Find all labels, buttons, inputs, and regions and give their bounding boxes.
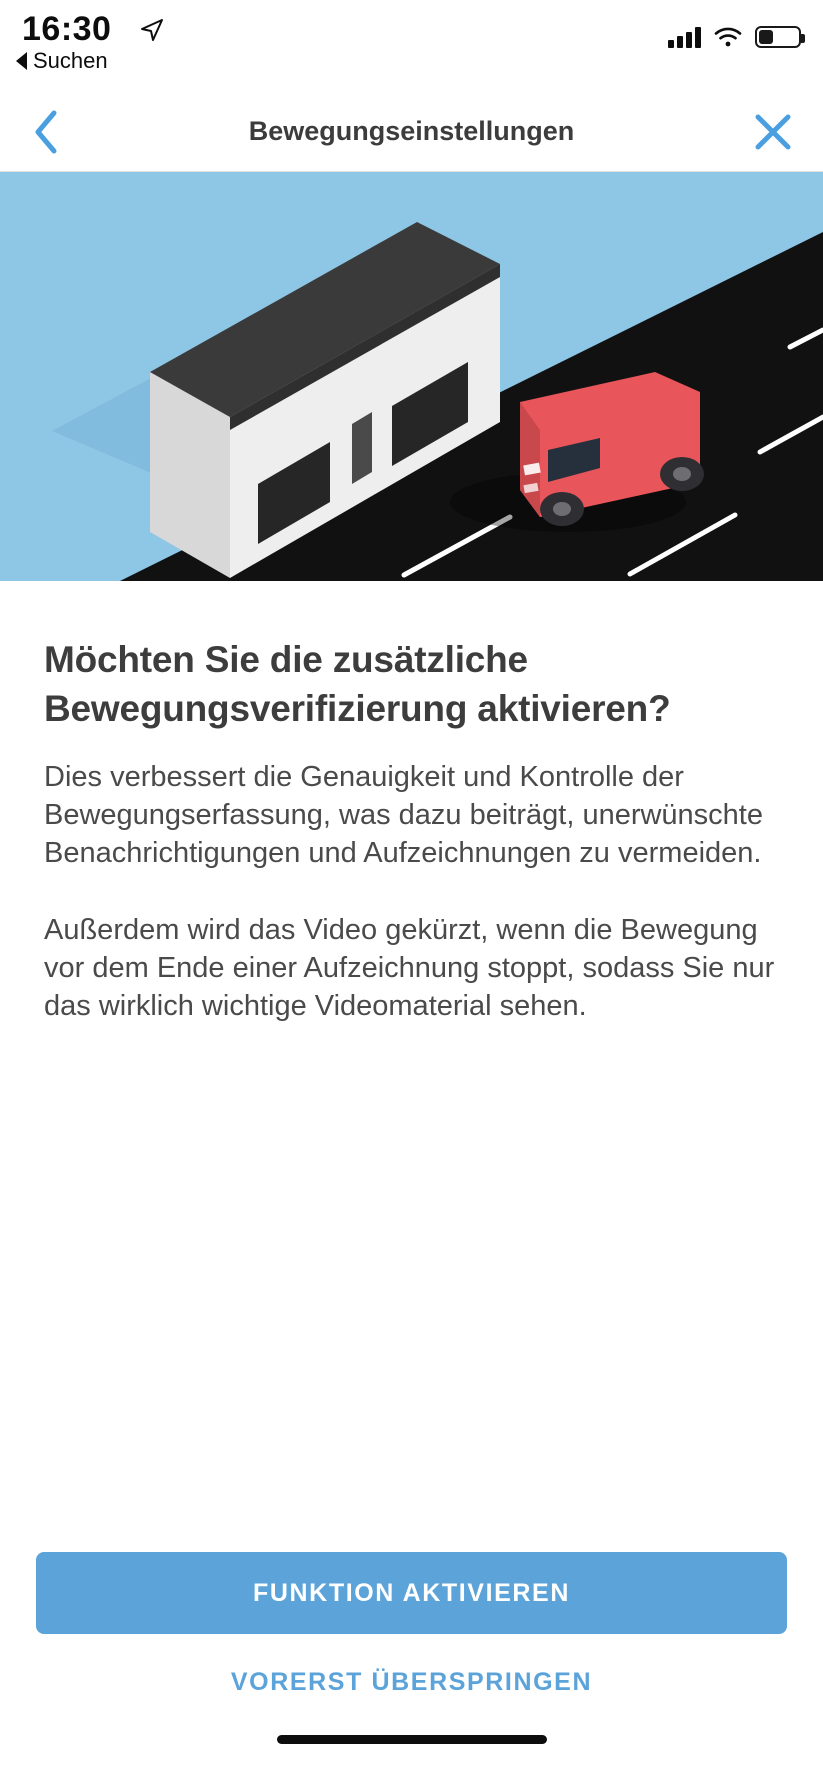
status-time: 16:30 — [22, 10, 112, 48]
triangle-left-icon — [16, 52, 27, 70]
footer-actions — [0, 1552, 823, 1697]
status-indicators — [668, 26, 801, 48]
flexible-spacer — [0, 1289, 823, 1552]
battery-icon — [755, 26, 801, 48]
close-button[interactable] — [743, 92, 803, 171]
content-area — [0, 581, 823, 1289]
house-and-van-scene — [0, 172, 823, 581]
description-paragraph-2: Außerdem wird das Video gekürzt, wenn die Bewegung vor dem Ende einer Aufzeichnung stoppt, sodass Sie nur das wirklich wichtige Videomaterial sehen. — [44, 914, 775, 1022]
skip-for-now-button[interactable]: VORERST ÜBERSPRINGEN — [36, 1668, 787, 1697]
back-to-app-label: Suchen — [33, 48, 108, 73]
page-title: Bewegungseinstellungen — [248, 116, 575, 146]
back-button[interactable] — [16, 92, 76, 171]
home-indicator-area — [0, 1697, 823, 1781]
status-bar — [0, 0, 823, 92]
close-icon — [752, 111, 794, 153]
headline: Möchten Sie die zusätzliche Bewegungsverifizierung aktivieren? — [44, 639, 671, 730]
home-indicator[interactable] — [277, 1735, 547, 1744]
hero-illustration — [0, 172, 823, 581]
chevron-left-icon — [31, 108, 61, 156]
location-arrow-icon — [140, 18, 164, 42]
enable-feature-button[interactable]: FUNKTION AKTIVIEREN — [36, 1552, 787, 1634]
back-to-app-button[interactable] — [16, 48, 108, 74]
wifi-icon — [714, 26, 742, 48]
description-paragraph-1: Dies verbessert die Genauigkeit und Kontrolle der Bewegungserfassung, was dazu beiträgt, unerwünschte Benachrichtigungen und Aufzeichnungen zu vermeiden. — [44, 761, 763, 869]
cellular-signal-icon — [668, 26, 701, 48]
navigation-bar — [0, 92, 823, 172]
